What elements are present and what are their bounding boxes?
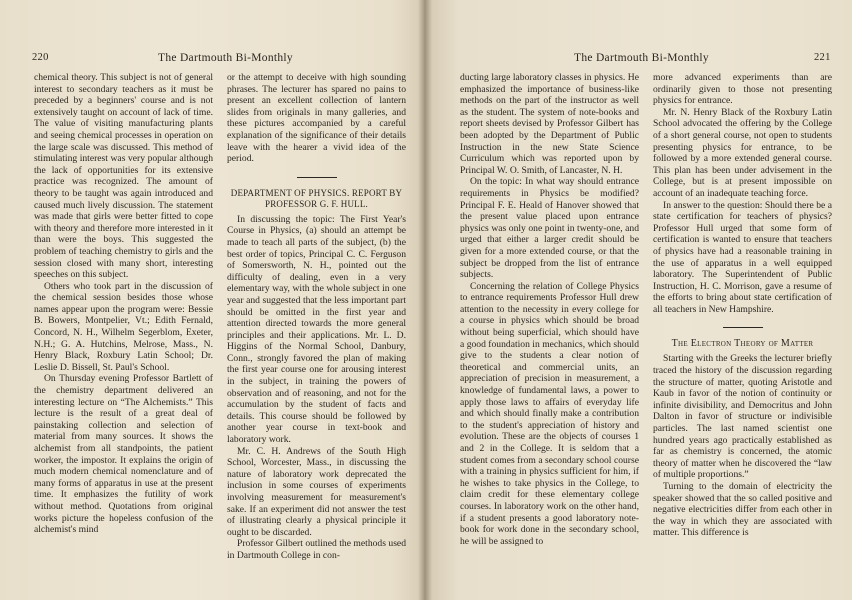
- page-number-right: 221: [814, 52, 831, 63]
- paragraph: ducting large laboratory classes in physics. He emphasized the importance of business-like methods on the part of the instructor as well as the student. The system of note-books and report sheets devised by Professor Gilbert has been adopted by the Department of Public Instruction in the new State Science Curriculum which was reported upon by Principal W. O. Smith, of Lancaster, N. H.: [460, 72, 639, 176]
- paragraph: Professor Gilbert outlined the methods used in Dartmouth College in con-: [227, 538, 406, 561]
- paragraph: On Thursday evening Professor Bartlett of the chemistry department delivered an interesting lecture on “The Alchemists.” This lecture is the result of a great deal of painstaking collection and selection of material from many sources. It shows the alchemist from all standpoints, the patient worker, the impostor. It explains the origin of much modern chemical nomenclature and of many forms of apparatus in use at the present time. It emphasizes the futility of work without method. Quotations from original works picture the hopeless confusion of the alchemist's mind: [34, 373, 213, 536]
- running-head-right: The Dartmouth Bi-Monthly: [574, 52, 709, 64]
- right-columns: [460, 72, 832, 547]
- paragraph: Mr. N. Henry Black of the Roxbury Latin School advocated the offering by the College of a short general course, not open to students presenting physics for entrance, to be followed by a more extended general course. This plan has been under advisement in the College, but is at present impossible on account of an inadequate teaching force.: [653, 106, 832, 199]
- paragraph: chemical theory. This subject is not of general interest to secondary teachers as it must be preceded by a beginners' course and is not extensively taught on account of lack of time. The value of visiting manufacturing plants and seeing chemical processes in operation on the large scale was discussed. This method of stimulating interest was very popular although the lack of opportunities for its extensive practice was recognized. The amount of theory to be taught was again introduced and caused much lively discussion. The statement was made that girls were better fitted to cope with theory and therefore more interested in it than were the boys. This suggested the problem of teaching chemistry to girls and the session closed with many short, interesting speeches on this subject.: [34, 72, 213, 281]
- paragraph: Starting with the Greeks the lecturer briefly traced the history of the discussion regarding the structure of matter, quoting Aristotle and Kaub in favor of the notion of continuity or infinite divisibility, and Democritus and John Dalton in favor of structure or indivisible particles. The last named scientist one hundred years ago practically established as far as chemistry is concerned, the atomic theory of matter when he discovered the “law of multiple proportions.”: [653, 353, 832, 481]
- paragraph: In discussing the topic: The First Year's Course in Physics, (a) should an attempt be made to teach all parts of the subject, (b) the best order of topics, Principal C. C. Ferguson of Somersworth, N. H., pointed out the difficulty of dealing, even in a very elementary way, with the whole subject in one year and suggested that the less important part should be omitted in the first year and attention directed towards the more general principles and their applications. Mr. L. D. Higgins of the Normal School, Danbury, Conn., strongly favored the plan of making the first year course one for arousing interest in the subject, in training the powers of observation and of reasoning, and not for the accumulation by the student of facts and details. This course should be followed by another year course in text-book and laboratory work.: [227, 213, 406, 446]
- paragraph: or the attempt to deceive with high sounding phrases. The lecturer has spared no pains to present an excellent collection of lantern slides from originals in many galleries, and these pictures accompanied by a careful explanation of the significance of their details leave with the hearer a vivid idea of the period.: [227, 72, 406, 165]
- left-columns: [34, 72, 406, 562]
- right-page: [424, 0, 852, 600]
- paragraph: In answer to the question: Should there be a state certification for teachers of physics? Professor Hull urged that some form of certification is wanted to ensure that teachers of physics have had a reasonable training in the use of apparatus in a well equipped laboratory. The Superintendent of Public Instruction, H. C. Morrison, gave a resume of the efforts to bring about state certification of all teachers in New Hampshire.: [653, 199, 832, 315]
- paragraph: Others who took part in the discussion of the chemical session besides those whose names appear upon the program were: Bessie B. Bowers, Montpelier, Vt.; Edith Fernald, Concord, N. H., Wilhelm Segerblom, Exeter, N.H.; G. A. Hutchins, Melrose, Mass., N. Henry Black, Roxbury Latin School; Dr. Leslie D. Bissell, St. Paul's School.: [34, 280, 213, 373]
- section-rule: [297, 177, 337, 178]
- left-column-2: [227, 72, 406, 562]
- paragraph: more advanced experiments than are ordinarily given to those not presenting physics for entrance.: [653, 72, 832, 107]
- section-heading-physics: DEPARTMENT OF PHYSICS. REPORT BY PROFESSOR G. F. HULL.: [230, 187, 403, 209]
- left-page: [0, 0, 424, 600]
- book-gutter: [418, 0, 432, 600]
- paragraph: Turning to the domain of electricity the speaker showed that the so called positive and negative electricities differ from each other in the way in which they are associated with matter. This difference is: [653, 481, 832, 539]
- paragraph: Concerning the relation of College Physics to entrance requirements Professor Hull drew attention to the necessity in every college for a course in physics which should be broad without being superficial, which should have a good foundation in mechanics, which should give to the students a clear notion of theoretical and commercial units, an appreciation of precision in measurement, a knowledge of fundamental laws, a power to apply those laws to affairs of everyday life and which should finally make a contribution to the student's appreciation of history and evolution. These are the objects of courses 1 and 2 in the College. It is seldom that a student comes from a secondary school course with a training in physics sufficient for him, if he wishes to take physics in the College, to claim credit for these elementary college courses. In laboratory work on the other hand, if a student presents a good laboratory note-book for work done in the secondary school, he will be assigned to: [460, 280, 639, 547]
- right-column-1: [460, 72, 639, 547]
- paragraph: Mr. C. H. Andrews of the South High School, Worcester, Mass., in discussing the nature of laboratory work deprecated the inclusion in some courses of experiments involving measurement for measurement's sake. If an experiment did not answer the test of illustrating clearly a physical principle it ought to be discarded.: [227, 445, 406, 538]
- right-column-2: [653, 72, 832, 547]
- left-column-1: [34, 72, 213, 562]
- section-heading-electron-theory: The Electron Theory of Matter: [671, 338, 814, 350]
- running-head-left: The Dartmouth Bi-Monthly: [158, 52, 293, 64]
- page-number-left: 220: [32, 52, 49, 63]
- paragraph: On the topic: In what way should entrance requirements in Physics be modified? Principal F. E. Heald of Hanover showed that the present value placed upon entrance physics was only one point in twenty-one, and urged that either a larger credit should be given for a more extended course, or that the subject be dropped from the list of entrance subjects.: [460, 176, 639, 281]
- section-rule: [723, 327, 763, 328]
